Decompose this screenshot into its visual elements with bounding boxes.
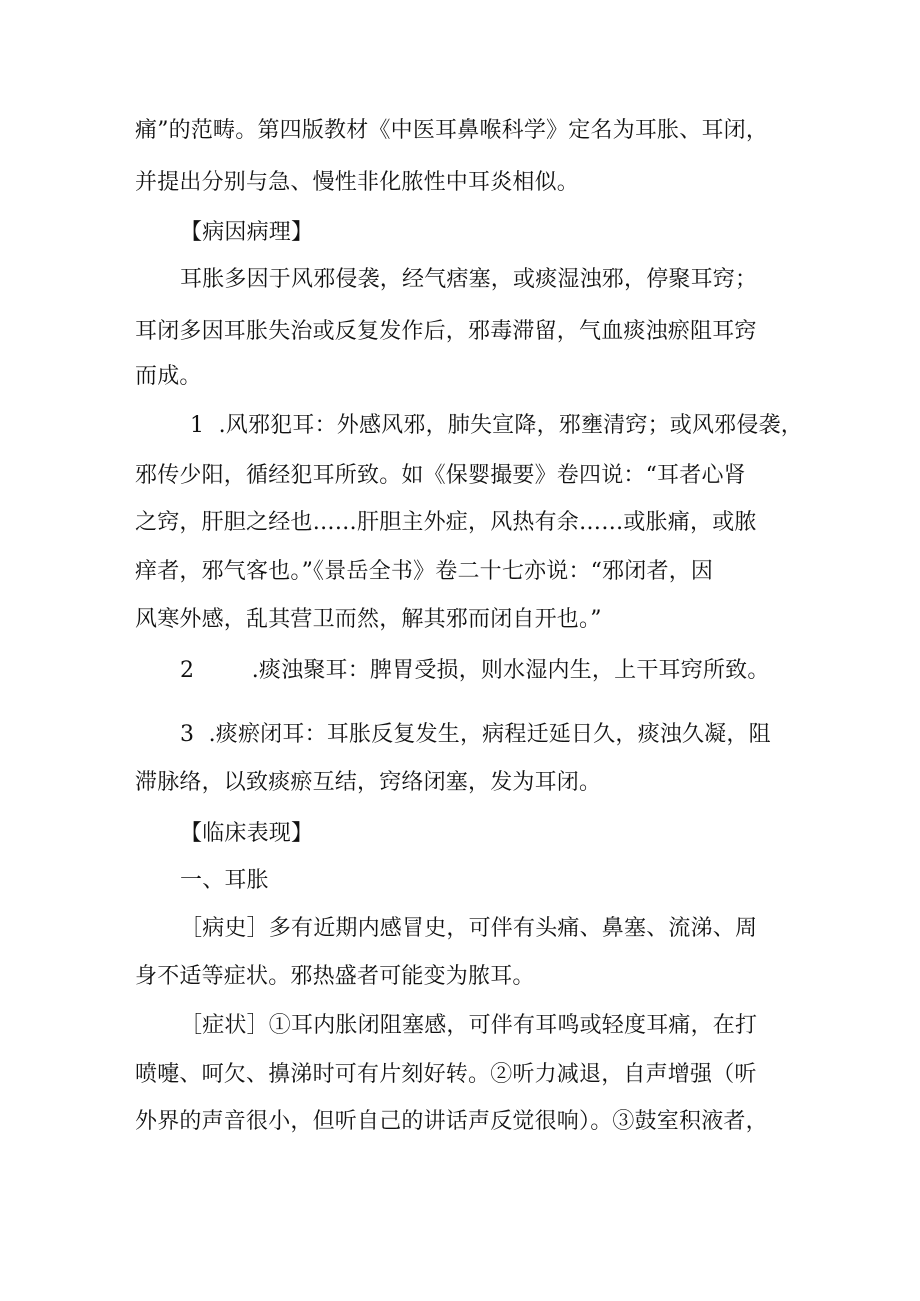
text-line: 痒者，邪气客也。”《景岳全书》卷二十七亦说：“邪闭者，因 bbox=[135, 559, 714, 584]
text-line: ［症状］①耳内胀闭阻塞感，可伴有耳鸣或轻度耳痛，在打 bbox=[180, 1013, 758, 1038]
section-heading: 【临床表现】 bbox=[180, 821, 314, 846]
subsection-heading: 一、耳胀 bbox=[180, 868, 269, 893]
text-line: 滞脉络，以致痰瘀互结，窍络闭塞，发为耳闭。 bbox=[135, 770, 602, 795]
text-line: 风寒外感，乱其营卫而然，解其邪而闭自开也。” bbox=[135, 607, 602, 632]
text-line: 1 .风邪犯耳：外感风邪，肺失宣降，邪壅清窍；或风邪侵袭， bbox=[190, 413, 803, 438]
text-line: 喷嚏、呵欠、擤涕时可有片刻好转。②听力减退，自声增强（听 bbox=[135, 1062, 757, 1087]
text-line: 外界的声音很小，但听自己的讲话声反觉很响）。③鼓室积液者， bbox=[135, 1109, 768, 1134]
text-line: 痛”的范畴。第四版教材《中医耳鼻喉科学》定名为耳胀、耳闭， bbox=[135, 118, 769, 143]
text-line: 而成。 bbox=[135, 364, 202, 389]
text-line: ［病史］多有近期内感冒史，可伴有头痛、鼻塞、流涕、周 bbox=[180, 916, 758, 941]
text-line: 邪传少阳，循经犯耳所致。如《保婴撮要》卷四说：“耳者心肾 bbox=[135, 463, 746, 488]
text-line: 之窍，肝胆之经也……肝胆主外症，风热有余……或胀痛，或脓 bbox=[135, 510, 757, 535]
text-line: 2 .痰浊聚耳：脾胃受损，则水湿内生，上干耳窍所致。 bbox=[180, 658, 770, 683]
text-line: 3 .痰瘀闭耳：耳胀反复发生，病程迁延日久，痰浊久凝，阻 bbox=[180, 722, 771, 747]
text-line: 耳胀多因于风邪侵袭，经气痞塞，或痰湿浊邪，停聚耳窍； bbox=[180, 267, 758, 292]
text-line: 并提出分别与急、慢性非化脓性中耳炎相似。 bbox=[135, 170, 580, 195]
text-line: 身不适等症状。邪热盛者可能变为脓耳。 bbox=[135, 964, 535, 989]
section-heading: 【病因病理】 bbox=[180, 220, 314, 245]
text-line: 耳闭多因耳胀失治或反复发作后，邪毒滞留，气血痰浊瘀阻耳窍 bbox=[135, 319, 757, 344]
